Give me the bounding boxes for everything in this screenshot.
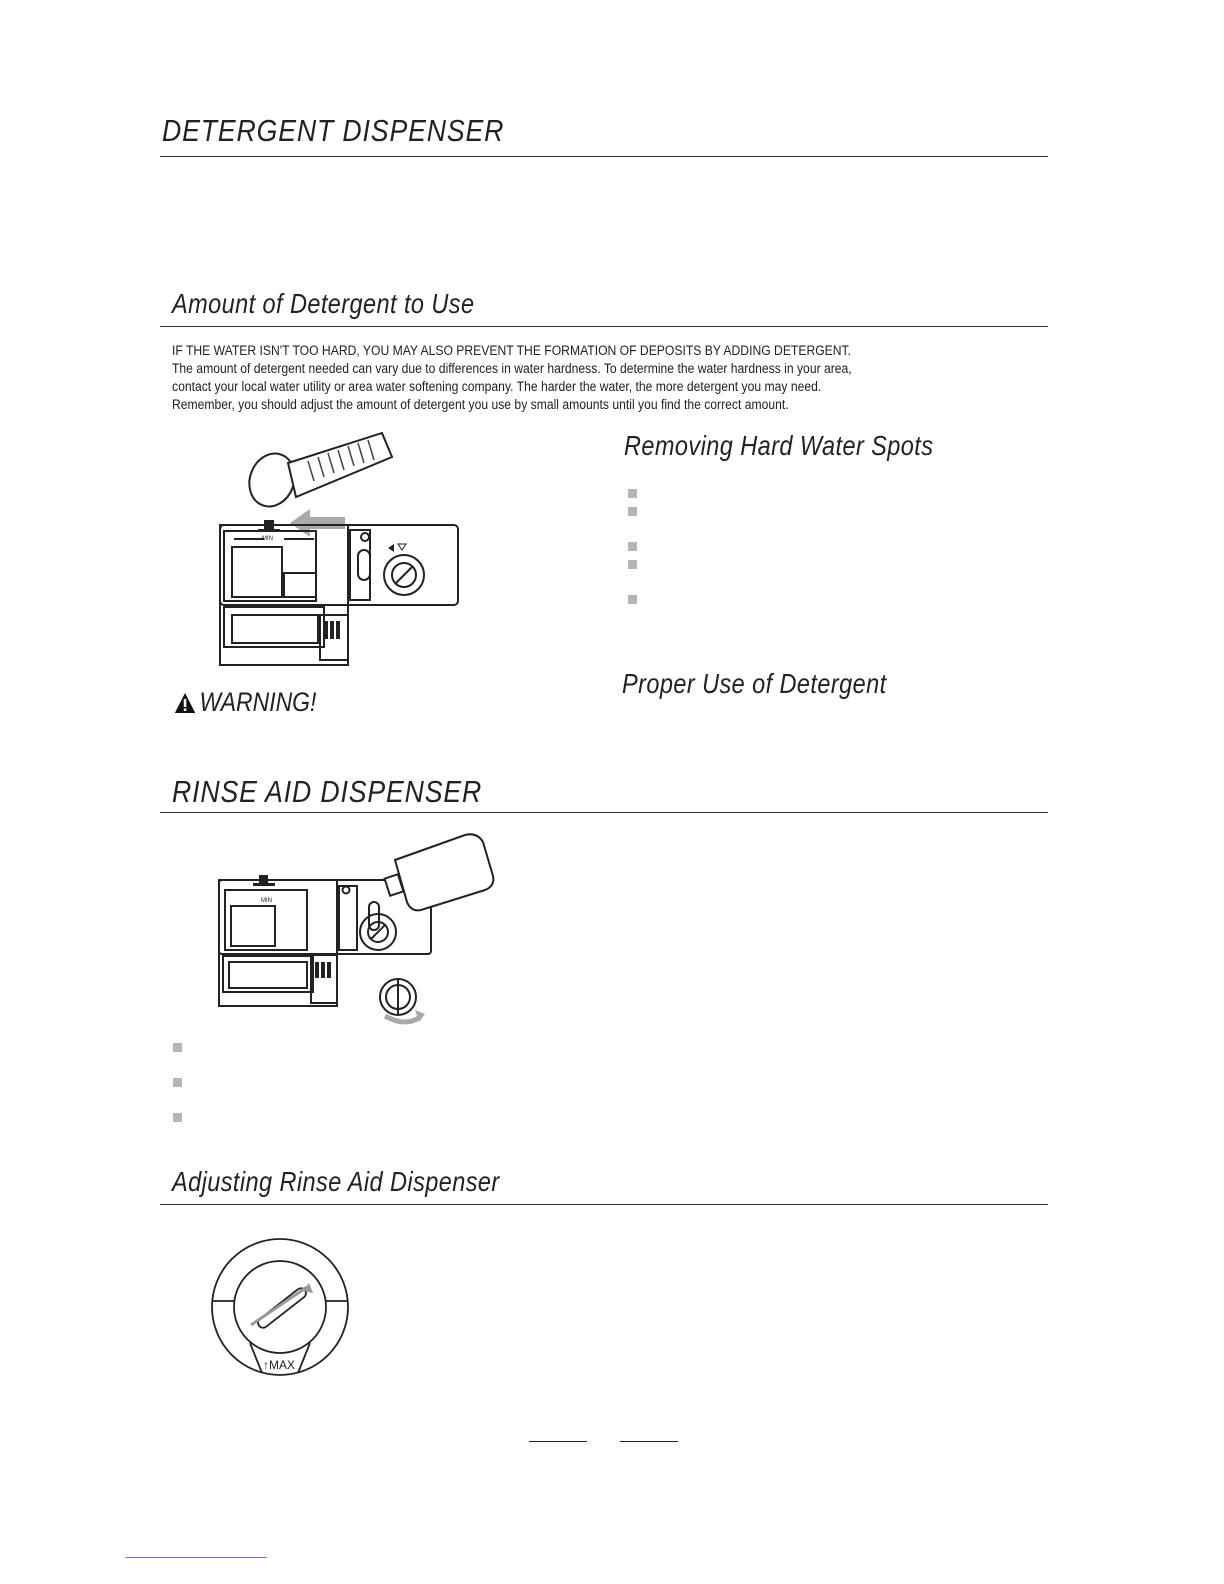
section-title-proper-use: Proper Use of Detergent: [622, 668, 887, 699]
divider: [160, 812, 1048, 813]
footer-link-underline: [125, 1557, 267, 1558]
section-title-adjusting: Adjusting Rinse Aid Dispenser: [172, 1166, 500, 1197]
rinse-aid-dial-illustration: [205, 1235, 355, 1385]
bullet: [628, 595, 637, 604]
section-title-amount: Amount of Detergent to Use: [172, 288, 475, 319]
rinse-aid-dispenser-illustration: [215, 830, 505, 1040]
min-label: MIN: [261, 898, 272, 904]
max-label: ↑MAX: [263, 1358, 296, 1372]
divider: [160, 326, 1048, 327]
bullet: [173, 1043, 182, 1052]
bullet: [628, 560, 637, 569]
amount-paragraph: [172, 342, 927, 414]
bullet: [628, 489, 637, 498]
page-number-line: [620, 1441, 678, 1442]
bullet: [173, 1078, 182, 1087]
divider: [160, 1204, 1048, 1205]
warning: [174, 687, 316, 718]
section-title-detergent-dispenser: DETERGENT DISPENSER: [162, 113, 505, 148]
bullet: [628, 507, 637, 516]
bullet: [173, 1113, 182, 1122]
warning-triangle-icon: [174, 691, 196, 715]
paragraph-line: Remember, you should adjust the amount of detergent you use by small amounts until you find the correct amount.: [172, 397, 789, 412]
detergent-dispenser-illustration: [210, 425, 470, 675]
paragraph-line: IF THE WATER ISN'T TOO HARD, YOU MAY ALSO PREVENT THE FORMATION OF DEPOSITS BY ADDING DETERGENT.: [172, 343, 852, 358]
bullet: [628, 542, 637, 551]
max-label-text: MAX: [269, 1358, 296, 1372]
warning-label: WARNING!: [199, 687, 317, 717]
paragraph-line: contact your local water utility or area water softening company. The harder the water, the more detergent you may need.: [172, 379, 822, 394]
page-number-line: [529, 1441, 587, 1442]
section-title-hard-water: Removing Hard Water Spots: [624, 430, 934, 461]
min-label: MIN: [262, 536, 273, 542]
section-title-rinse-aid: RINSE AID DISPENSER: [172, 774, 483, 809]
divider: [160, 156, 1048, 157]
paragraph-line: The amount of detergent needed can vary due to differences in water hardness. To determine the water hardness in your area,: [172, 361, 852, 376]
